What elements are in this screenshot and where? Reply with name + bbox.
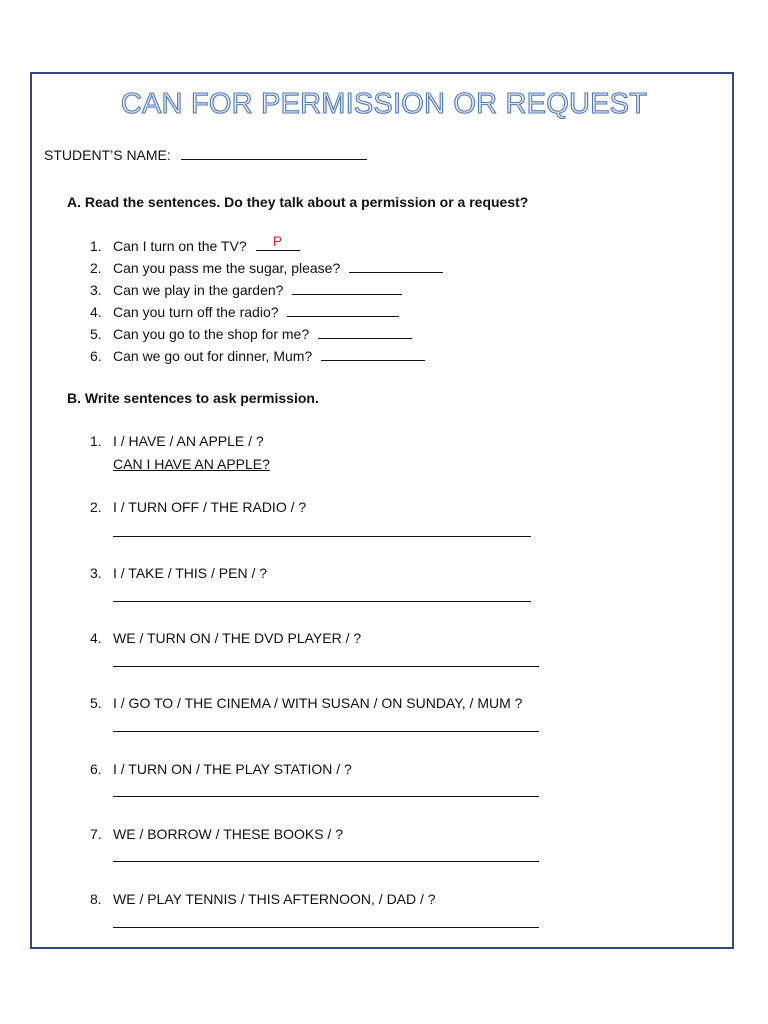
item-text: Can we go out for dinner, Mum? bbox=[113, 348, 313, 364]
item-number: 7. bbox=[90, 826, 102, 842]
item-text: Can you go to the shop for me? bbox=[113, 326, 310, 342]
item-number: 6. bbox=[90, 761, 102, 777]
item-number: 6. bbox=[90, 348, 102, 364]
section-a-item bbox=[90, 281, 402, 298]
item-prompt: WE / BORROW / THESE BOOKS / ? bbox=[113, 826, 344, 842]
item-prompt: WE / PLAY TENNIS / THIS AFTERNOON, / DAD / ? bbox=[113, 891, 436, 907]
answer-line[interactable] bbox=[113, 536, 531, 537]
worksheet-title: CAN FOR PERMISSION OR REQUEST bbox=[120, 88, 648, 120]
item-number: 4. bbox=[90, 630, 102, 646]
item-number: 1. bbox=[90, 238, 102, 254]
item-number: 3. bbox=[90, 565, 102, 581]
section-b-item bbox=[90, 565, 267, 581]
section-b-item bbox=[90, 433, 264, 449]
section-b-item bbox=[90, 695, 522, 711]
item-number: 5. bbox=[90, 695, 102, 711]
section-a-heading: A. Read the sentences. Do they talk about a permission or a request? bbox=[67, 194, 529, 210]
example-answer: CAN I HAVE AN APPLE? bbox=[113, 456, 270, 472]
item-number: 1. bbox=[90, 433, 102, 449]
item-prompt: WE / TURN ON / THE DVD PLAYER / ? bbox=[113, 630, 362, 646]
item-number: 3. bbox=[90, 282, 102, 298]
item-prompt: I / TURN OFF / THE RADIO / ? bbox=[113, 499, 307, 515]
item-prompt: I / TURN ON / THE PLAY STATION / ? bbox=[113, 761, 352, 777]
section-a-item bbox=[90, 347, 425, 364]
student-name-field[interactable] bbox=[181, 146, 367, 160]
student-name-label: STUDENT’S NAME: bbox=[44, 147, 171, 163]
section-b-item bbox=[90, 891, 436, 907]
answer-text: P bbox=[272, 233, 283, 249]
item-prompt: I / HAVE / AN APPLE / ? bbox=[113, 433, 264, 449]
answer-line[interactable] bbox=[113, 666, 539, 667]
section-a-item bbox=[90, 303, 399, 320]
section-a-item bbox=[90, 325, 412, 342]
item-prompt: I / GO TO / THE CINEMA / WITH SUSAN / ON SUNDAY, / MUM ? bbox=[113, 695, 523, 711]
section-b-item bbox=[90, 826, 343, 842]
item-number: 8. bbox=[90, 891, 102, 907]
item-number: 4. bbox=[90, 304, 102, 320]
section-b-item bbox=[90, 499, 306, 515]
section-a-item bbox=[90, 233, 300, 254]
answer-blank[interactable] bbox=[292, 281, 402, 295]
answer-line[interactable] bbox=[113, 601, 531, 602]
student-name-row bbox=[44, 146, 367, 163]
section-b-heading: B. Write sentences to ask permission. bbox=[67, 390, 319, 406]
section-b-item bbox=[90, 630, 361, 646]
answer-line[interactable] bbox=[113, 927, 539, 928]
section-b-item bbox=[90, 761, 352, 777]
item-text: Can I turn on the TV? bbox=[113, 238, 247, 254]
item-text: Can you pass me the sugar, please? bbox=[113, 260, 341, 276]
answer-line[interactable] bbox=[113, 731, 539, 732]
item-text: Can you turn off the radio? bbox=[113, 304, 279, 320]
item-text: Can we play in the garden? bbox=[113, 282, 284, 298]
item-number: 2. bbox=[90, 499, 102, 515]
answer-blank[interactable] bbox=[256, 233, 300, 251]
item-prompt: I / TAKE / THIS / PEN / ? bbox=[113, 565, 268, 581]
answer-line[interactable] bbox=[113, 796, 539, 797]
answer-blank[interactable] bbox=[321, 347, 425, 361]
item-number: 2. bbox=[90, 260, 102, 276]
answer-blank[interactable] bbox=[349, 259, 443, 273]
item-number: 5. bbox=[90, 326, 102, 342]
answer-line[interactable] bbox=[113, 861, 539, 862]
answer-blank[interactable] bbox=[287, 303, 399, 317]
answer-blank[interactable] bbox=[318, 325, 412, 339]
section-a-item bbox=[90, 259, 443, 276]
